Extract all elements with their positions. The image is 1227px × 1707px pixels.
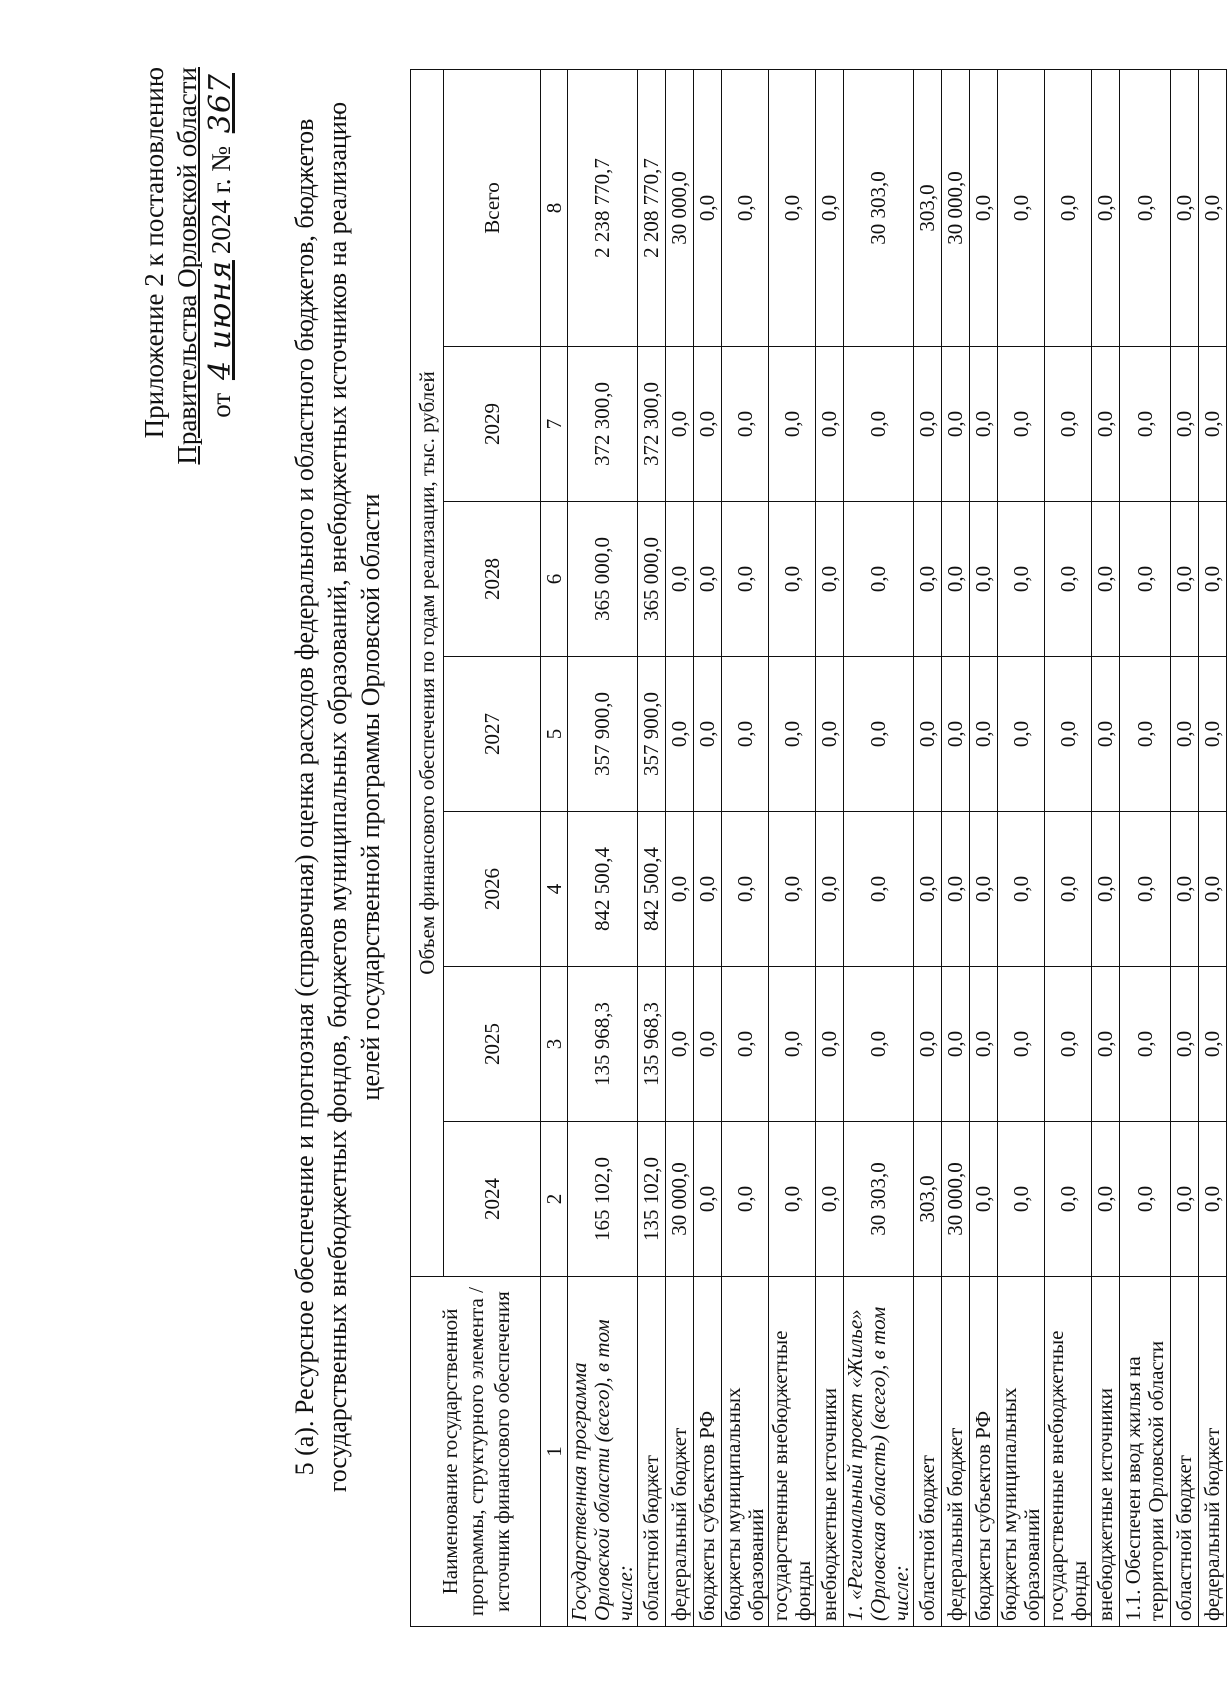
cell-value: 0,0 bbox=[844, 502, 914, 657]
cell-value: 0,0 bbox=[970, 657, 998, 812]
year-header: 2025 bbox=[444, 967, 541, 1122]
row-label: областной бюджет bbox=[638, 1277, 666, 1627]
date-prefix: от bbox=[206, 392, 236, 418]
column-index: 1 bbox=[541, 1277, 568, 1627]
row-label: бюджеты муниципальных образований bbox=[998, 1277, 1045, 1627]
cell-value: 0,0 bbox=[769, 1122, 816, 1277]
cell-value: 0,0 bbox=[1120, 657, 1171, 812]
cell-value: 0,0 bbox=[1092, 502, 1120, 657]
cell-value: 0,0 bbox=[844, 812, 914, 967]
cell-value: 0,0 bbox=[694, 657, 722, 812]
cell-value: 0,0 bbox=[694, 347, 722, 502]
cell-value: 842 500,4 bbox=[568, 812, 638, 967]
cell-value: 0,0 bbox=[1120, 502, 1171, 657]
table-row bbox=[1092, 69, 1120, 1626]
table-row bbox=[816, 69, 844, 1626]
cell-value: 0,0 bbox=[1092, 657, 1120, 812]
cell-value: 0,0 bbox=[1045, 502, 1092, 657]
cell-value: 357 900,0 bbox=[568, 657, 638, 812]
cell-value: 0,0 bbox=[722, 657, 769, 812]
cell-value: 0,0 bbox=[1120, 347, 1171, 502]
cell-value: 0,0 bbox=[1120, 967, 1171, 1122]
cell-value: 372 300,0 bbox=[568, 347, 638, 502]
cell-value: 0,0 bbox=[970, 1122, 998, 1277]
appendix-line-1: Приложение 2 к постановлению bbox=[139, 67, 169, 439]
cell-value: 0,0 bbox=[942, 347, 970, 502]
cell-value: 2 238 770,7 bbox=[568, 69, 638, 346]
column-index: 8 bbox=[541, 69, 568, 346]
cell-value: 0,0 bbox=[816, 69, 844, 346]
cell-value: 135 102,0 bbox=[638, 1122, 666, 1277]
row-label: областной бюджет bbox=[1171, 1277, 1199, 1627]
row-label: федеральный бюджет bbox=[1199, 1277, 1227, 1627]
year-header: 2028 bbox=[444, 502, 541, 657]
cell-value: 0,0 bbox=[722, 502, 769, 657]
row-label: бюджеты субъектов РФ bbox=[970, 1277, 998, 1627]
cell-value: 303,0 bbox=[914, 69, 942, 346]
column-index: 3 bbox=[541, 967, 568, 1122]
cell-value: 0,0 bbox=[914, 812, 942, 967]
cell-value: 0,0 bbox=[666, 812, 694, 967]
cell-value: 0,0 bbox=[1092, 967, 1120, 1122]
cell-value: 0,0 bbox=[769, 347, 816, 502]
row-label: бюджеты муниципальных образований bbox=[722, 1277, 769, 1627]
cell-value: 372 300,0 bbox=[638, 347, 666, 502]
handwritten-date: 4 июня bbox=[203, 260, 238, 381]
cell-value: 0,0 bbox=[722, 967, 769, 1122]
column-index: 2 bbox=[541, 1122, 568, 1277]
cell-value: 0,0 bbox=[970, 967, 998, 1122]
cell-value: 0,0 bbox=[970, 347, 998, 502]
row-label: государственные внебюджетные фонды bbox=[1045, 1277, 1092, 1627]
table-row bbox=[769, 69, 816, 1626]
row-label: федеральный бюджет bbox=[942, 1277, 970, 1627]
cell-value: 30 000,0 bbox=[666, 1122, 694, 1277]
cell-value: 0,0 bbox=[816, 347, 844, 502]
table-row bbox=[1199, 69, 1227, 1626]
cell-value: 0,0 bbox=[666, 967, 694, 1122]
cell-value: 0,0 bbox=[970, 502, 998, 657]
cell-value: 0,0 bbox=[722, 812, 769, 967]
cell-value: 0,0 bbox=[722, 1122, 769, 1277]
table-row bbox=[942, 69, 970, 1626]
cell-value: 0,0 bbox=[914, 502, 942, 657]
cell-value: 0,0 bbox=[998, 657, 1045, 812]
cell-value: 0,0 bbox=[1045, 812, 1092, 967]
table-row bbox=[970, 69, 998, 1626]
table-row bbox=[694, 69, 722, 1626]
table-row bbox=[1045, 69, 1092, 1626]
cell-value: 0,0 bbox=[1045, 657, 1092, 812]
cell-value: 0,0 bbox=[1199, 69, 1227, 346]
cell-value: 0,0 bbox=[1171, 347, 1199, 502]
cell-value: 0,0 bbox=[1092, 1122, 1120, 1277]
cell-value: 0,0 bbox=[694, 1122, 722, 1277]
column-index: 6 bbox=[541, 502, 568, 657]
cell-value: 0,0 bbox=[998, 812, 1045, 967]
cell-value: 0,0 bbox=[1199, 657, 1227, 812]
cell-value: 135 968,3 bbox=[568, 967, 638, 1122]
cell-value: 135 968,3 bbox=[638, 967, 666, 1122]
cell-value: 0,0 bbox=[942, 812, 970, 967]
cell-value: 0,0 bbox=[1199, 1122, 1227, 1277]
appendix-header bbox=[138, 67, 238, 567]
cell-value: 0,0 bbox=[816, 502, 844, 657]
cell-value: 0,0 bbox=[1092, 812, 1120, 967]
cell-value: 0,0 bbox=[998, 967, 1045, 1122]
document-title: 5 (а). Ресурсное обеспечение и прогнозная (справочная) оценка расходов федерального и областного бюджетов, бюджетов государственных внебюджетных фондов, бюджетов муниципальных образований, внебюджетных источников на реализацию целей государственной программы Орловской области bbox=[290, 101, 385, 1493]
row-label: 1. «Региональный проект «Жилье» (Орловская область) (всего), в том числе: bbox=[844, 1277, 914, 1627]
cell-value: 0,0 bbox=[816, 967, 844, 1122]
cell-value: 0,0 bbox=[1171, 69, 1199, 346]
table-row bbox=[1171, 69, 1199, 1626]
cell-value: 0,0 bbox=[914, 657, 942, 812]
table-row bbox=[1120, 69, 1171, 1626]
year-header: 2026 bbox=[444, 812, 541, 967]
cell-value: 0,0 bbox=[1171, 1122, 1199, 1277]
cell-value: 0,0 bbox=[998, 502, 1045, 657]
cell-value: 0,0 bbox=[942, 657, 970, 812]
cell-value: 30 303,0 bbox=[844, 69, 914, 346]
cell-value: 303,0 bbox=[914, 1122, 942, 1277]
cell-value: 0,0 bbox=[769, 967, 816, 1122]
year-header: 2029 bbox=[444, 347, 541, 502]
cell-value: 0,0 bbox=[666, 502, 694, 657]
cell-value: 0,0 bbox=[942, 967, 970, 1122]
year-header: 2027 bbox=[444, 657, 541, 812]
cell-value: 0,0 bbox=[970, 812, 998, 967]
cell-value: 0,0 bbox=[694, 812, 722, 967]
cell-value: 0,0 bbox=[694, 967, 722, 1122]
cell-value: 0,0 bbox=[1199, 967, 1227, 1122]
column-index: 7 bbox=[541, 347, 568, 502]
cell-value: 0,0 bbox=[914, 347, 942, 502]
cell-value: 0,0 bbox=[1120, 69, 1171, 346]
row-label: государственные внебюджетные фонды bbox=[769, 1277, 816, 1627]
table-row bbox=[722, 69, 769, 1626]
cell-value: 0,0 bbox=[1171, 812, 1199, 967]
row-label: областной бюджет bbox=[914, 1277, 942, 1627]
cell-value: 0,0 bbox=[722, 347, 769, 502]
cell-value: 842 500,4 bbox=[638, 812, 666, 967]
cell-value: 0,0 bbox=[694, 502, 722, 657]
cell-value: 0,0 bbox=[998, 69, 1045, 346]
cell-value: 30 303,0 bbox=[844, 1122, 914, 1277]
cell-value: 0,0 bbox=[1171, 657, 1199, 812]
cell-value: 0,0 bbox=[769, 69, 816, 346]
cell-value: 165 102,0 bbox=[568, 1122, 638, 1277]
table-row bbox=[666, 69, 694, 1626]
row-label: Государственная программа Орловской области (всего), в том числе: bbox=[568, 1277, 638, 1627]
table-row bbox=[998, 69, 1045, 1626]
cell-value: 0,0 bbox=[1120, 812, 1171, 967]
cell-value: 0,0 bbox=[1092, 69, 1120, 346]
cell-value: 30 000,0 bbox=[942, 1122, 970, 1277]
cell-value: 30 000,0 bbox=[942, 69, 970, 346]
table-row bbox=[914, 69, 942, 1626]
row-label: внебюджетные источники bbox=[1092, 1277, 1120, 1627]
cell-value: 0,0 bbox=[816, 657, 844, 812]
cell-value: 0,0 bbox=[694, 69, 722, 346]
table-body bbox=[568, 69, 1227, 1626]
cell-value: 0,0 bbox=[942, 502, 970, 657]
cell-value: 0,0 bbox=[1199, 347, 1227, 502]
column-index: 4 bbox=[541, 812, 568, 967]
cell-value: 0,0 bbox=[970, 69, 998, 346]
cell-value: 357 900,0 bbox=[638, 657, 666, 812]
total-header: Всего bbox=[444, 69, 541, 346]
row-label: 1.1. Обеспечен ввод жилья на территории Орловской области bbox=[1120, 1277, 1171, 1627]
cell-value: 0,0 bbox=[914, 967, 942, 1122]
name-column-header: Наименование государственной программы, структурного элемента / источник финансового обеспечения bbox=[411, 1277, 541, 1627]
appendix-line-2: Правительства Орловской области bbox=[172, 67, 202, 465]
cell-value: 0,0 bbox=[998, 1122, 1045, 1277]
cell-value: 0,0 bbox=[844, 347, 914, 502]
cell-value: 0,0 bbox=[722, 69, 769, 346]
cell-value: 0,0 bbox=[769, 812, 816, 967]
cell-value: 0,0 bbox=[1199, 812, 1227, 967]
cell-value: 0,0 bbox=[816, 1122, 844, 1277]
cell-value: 0,0 bbox=[1092, 347, 1120, 502]
cell-value: 0,0 bbox=[769, 502, 816, 657]
cell-value: 0,0 bbox=[1120, 1122, 1171, 1277]
cell-value: 0,0 bbox=[1045, 69, 1092, 346]
column-index-row bbox=[541, 69, 568, 1626]
year-and-number-label: 2024 г. № bbox=[206, 146, 236, 255]
column-index: 5 bbox=[541, 657, 568, 812]
funding-group-header: Объем финансового обеспечения по годам реализации, тыс. рублей bbox=[411, 69, 444, 1276]
cell-value: 0,0 bbox=[666, 657, 694, 812]
cell-value: 0,0 bbox=[666, 347, 694, 502]
cell-value: 0,0 bbox=[844, 967, 914, 1122]
cell-value: 0,0 bbox=[1199, 502, 1227, 657]
cell-value: 0,0 bbox=[844, 657, 914, 812]
cell-value: 0,0 bbox=[1045, 347, 1092, 502]
table-row bbox=[844, 69, 914, 1626]
cell-value: 0,0 bbox=[1045, 1122, 1092, 1277]
table-row bbox=[568, 69, 638, 1626]
cell-value: 30 000,0 bbox=[666, 69, 694, 346]
resource-table bbox=[410, 69, 1227, 1627]
cell-value: 2 208 770,7 bbox=[638, 69, 666, 346]
cell-value: 0,0 bbox=[1171, 502, 1199, 657]
year-header: 2024 bbox=[444, 1122, 541, 1277]
row-label: федеральный бюджет bbox=[666, 1277, 694, 1627]
cell-value: 0,0 bbox=[769, 657, 816, 812]
cell-value: 365 000,0 bbox=[568, 502, 638, 657]
cell-value: 0,0 bbox=[816, 812, 844, 967]
cell-value: 0,0 bbox=[998, 347, 1045, 502]
cell-value: 0,0 bbox=[1171, 967, 1199, 1122]
handwritten-number: 367 bbox=[203, 73, 238, 134]
cell-value: 0,0 bbox=[1045, 967, 1092, 1122]
row-label: бюджеты субъектов РФ bbox=[694, 1277, 722, 1627]
row-label: внебюджетные источники bbox=[816, 1277, 844, 1627]
appendix-line-3 bbox=[204, 67, 238, 567]
cell-value: 365 000,0 bbox=[638, 502, 666, 657]
table-row bbox=[638, 69, 666, 1626]
